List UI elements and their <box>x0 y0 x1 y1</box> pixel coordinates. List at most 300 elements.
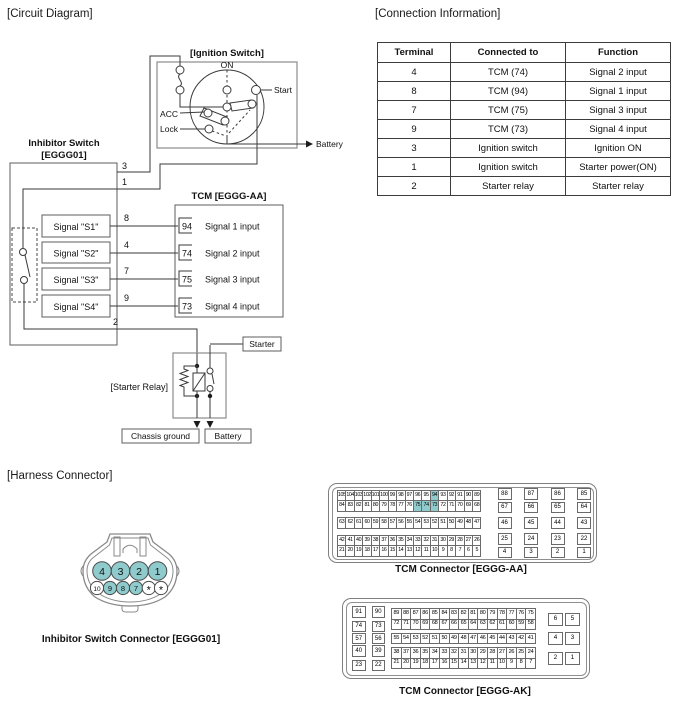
pin-48: 48 <box>464 517 473 529</box>
tcm-connector-aa <box>328 483 597 563</box>
pin-33: 33 <box>439 647 450 659</box>
pin-41: 41 <box>345 535 354 547</box>
pin-84: 84 <box>337 500 346 512</box>
pin-3: 3 <box>565 632 580 645</box>
pin-99: 99 <box>388 490 397 502</box>
svg-text:*: * <box>158 584 164 597</box>
pin-83: 83 <box>345 500 354 512</box>
pin-98: 98 <box>396 490 405 502</box>
pin-80: 80 <box>371 500 380 512</box>
table-cell: TCM (73) <box>451 120 566 139</box>
pin-51: 51 <box>438 517 447 529</box>
pin-38: 38 <box>391 647 402 659</box>
table-row <box>378 158 671 177</box>
pin-13: 13 <box>405 545 414 557</box>
pin-32: 32 <box>421 535 430 547</box>
svg-text:Signal 2 input: Signal 2 input <box>205 248 260 259</box>
pin-5: 5 <box>565 613 580 626</box>
pin-71: 71 <box>401 619 412 631</box>
pin-84: 84 <box>439 608 450 620</box>
pin-16: 16 <box>439 658 450 670</box>
pin-11: 11 <box>487 658 498 670</box>
pin-64: 64 <box>468 619 479 631</box>
connection-information-title: [Connection Information] <box>375 8 501 20</box>
pin-column <box>372 606 386 632</box>
svg-text:Signal 1 input: Signal 1 input <box>205 221 260 232</box>
pin-82: 82 <box>458 608 469 620</box>
pin-6: 6 <box>548 613 563 626</box>
pin-104: 104 <box>345 490 354 502</box>
pin-band <box>337 517 591 529</box>
svg-text:10: 10 <box>93 585 101 593</box>
pin-87: 87 <box>524 488 538 500</box>
svg-text:74: 74 <box>182 248 193 259</box>
pin-42: 42 <box>516 633 527 645</box>
pin-91: 91 <box>352 606 366 618</box>
pin-37: 37 <box>379 535 388 547</box>
position-acc-label: ACC <box>160 109 178 119</box>
pin-103: 103 <box>354 490 363 502</box>
terminal2-wire <box>117 329 197 366</box>
pin-58: 58 <box>525 619 536 631</box>
signal-row-2 <box>42 240 260 263</box>
pin-39: 39 <box>362 535 371 547</box>
ignition-switch-label: [Ignition Switch] <box>190 48 264 59</box>
svg-text:Signal "S4": Signal "S4" <box>53 302 99 312</box>
pin-24: 24 <box>525 647 536 659</box>
pin-60: 60 <box>362 517 371 529</box>
pin-18: 18 <box>362 545 371 557</box>
on-contact <box>223 86 231 94</box>
pin-70: 70 <box>410 619 421 631</box>
pin-36: 36 <box>410 647 421 659</box>
pin-column <box>498 533 592 558</box>
table-cell: Starter relay <box>451 177 566 196</box>
pin-17: 17 <box>371 545 380 557</box>
pin-23: 23 <box>551 533 565 545</box>
pin-46: 46 <box>498 517 512 529</box>
start-contact <box>252 86 261 95</box>
pin-10: 10 <box>430 545 439 557</box>
pin-68: 68 <box>429 619 440 631</box>
pin-90: 90 <box>372 606 386 618</box>
pin-column <box>337 490 481 512</box>
pin-61: 61 <box>354 517 363 529</box>
pin-20: 20 <box>345 545 354 557</box>
pin-75: 75 <box>525 608 536 620</box>
svg-text:73: 73 <box>182 301 193 312</box>
table-cell: 2 <box>378 177 451 196</box>
col-terminal: Terminal <box>378 43 451 63</box>
pin-column <box>352 633 366 645</box>
pin-27: 27 <box>497 647 508 659</box>
svg-text:8: 8 <box>124 213 130 223</box>
col-connected-to: Connected to <box>451 43 566 63</box>
pin-25: 25 <box>516 647 527 659</box>
pin-85: 85 <box>577 488 591 500</box>
connector-tab-slot <box>114 537 120 556</box>
svg-text:9: 9 <box>107 583 113 593</box>
pin-60: 60 <box>506 619 517 631</box>
pin-86: 86 <box>420 608 431 620</box>
chassis-ground-label: Chassis ground <box>130 431 191 441</box>
pin-column <box>337 517 481 529</box>
pin-61: 61 <box>497 619 508 631</box>
pin-45: 45 <box>524 517 538 529</box>
pin-17: 17 <box>429 658 440 670</box>
pin-14: 14 <box>458 658 469 670</box>
signal-row-1 <box>42 213 260 237</box>
pin-63: 63 <box>477 619 488 631</box>
pin-33: 33 <box>413 535 422 547</box>
inhibitor-switch-code: [EGGG01] <box>41 150 87 161</box>
table-cell: Ignition switch <box>451 139 566 158</box>
pin-67: 67 <box>498 502 512 514</box>
pin-77: 77 <box>396 500 405 512</box>
inhibitor-connector <box>78 528 186 618</box>
pin-column <box>548 613 580 626</box>
pin-34: 34 <box>429 647 440 659</box>
pin-7: 7 <box>455 545 464 557</box>
pin-51: 51 <box>429 633 440 645</box>
pin-89: 89 <box>472 490 481 502</box>
pin-22: 22 <box>372 660 386 672</box>
pin-37: 37 <box>401 647 412 659</box>
table-cell: 7 <box>378 101 451 120</box>
table-row <box>378 120 671 139</box>
pin-48: 48 <box>458 633 469 645</box>
pin-2: 2 <box>551 547 565 559</box>
pin-49: 49 <box>449 633 460 645</box>
pin-26: 26 <box>472 535 481 547</box>
pin-39: 39 <box>372 645 386 657</box>
table-row <box>378 177 671 196</box>
table-row <box>378 139 671 158</box>
tcm-label: TCM [EGGG-AA] <box>191 191 267 202</box>
terminal-2: 2 <box>113 317 119 327</box>
pin-23: 23 <box>352 660 366 672</box>
pin-72: 72 <box>391 619 402 631</box>
pin-85: 85 <box>429 608 440 620</box>
table-cell: Starter relay <box>566 177 671 196</box>
battery-box-label: Battery <box>214 431 242 441</box>
pin-36: 36 <box>388 535 397 547</box>
pin-35: 35 <box>420 647 431 659</box>
svg-text:*: * <box>146 584 151 597</box>
svg-text:4: 4 <box>99 566 105 578</box>
pin-29: 29 <box>447 535 456 547</box>
inhibitor-switch-label: Inhibitor Switch <box>28 138 100 149</box>
pin-56: 56 <box>396 517 405 529</box>
battery-arrow-label: Battery <box>316 139 343 149</box>
table-cell: TCM (74) <box>451 63 566 82</box>
signal-row-4 <box>42 293 260 317</box>
pin-12: 12 <box>477 658 488 670</box>
starter-label: Starter <box>249 339 275 349</box>
pin-column <box>337 535 481 557</box>
connection-table-header <box>378 43 671 63</box>
pin-75: 75 <box>413 500 422 512</box>
pin-96: 96 <box>413 490 422 502</box>
pin-3: 3 <box>524 547 538 559</box>
pin-28: 28 <box>455 535 464 547</box>
position-lock-label: Lock <box>160 124 178 134</box>
pin-83: 83 <box>449 608 460 620</box>
pin-8: 8 <box>447 545 456 557</box>
pin-59: 59 <box>516 619 527 631</box>
pin-102: 102 <box>362 490 371 502</box>
table-cell: Signal 2 input <box>566 63 671 82</box>
pin-25: 25 <box>498 533 512 545</box>
pin-66: 66 <box>449 619 460 631</box>
table-row <box>378 63 671 82</box>
tcm-connector-ak <box>342 598 590 679</box>
pin-76: 76 <box>516 608 527 620</box>
svg-text:Signal 4 input: Signal 4 input <box>205 301 260 312</box>
pin-74: 74 <box>352 621 366 633</box>
pin-73: 73 <box>430 500 439 512</box>
svg-text:Signal "S3": Signal "S3" <box>53 275 99 285</box>
table-row <box>378 82 671 101</box>
pin-49: 49 <box>455 517 464 529</box>
pin-47: 47 <box>468 633 479 645</box>
table-row <box>378 101 671 120</box>
pin-56: 56 <box>372 633 386 645</box>
pin-31: 31 <box>430 535 439 547</box>
pin-18: 18 <box>420 658 431 670</box>
pin-40: 40 <box>352 645 366 657</box>
pin-88: 88 <box>401 608 412 620</box>
pin-4: 4 <box>548 632 563 645</box>
pin-105: 105 <box>337 490 346 502</box>
pin-column <box>391 633 536 645</box>
pin-67: 67 <box>439 619 450 631</box>
signal-row-3 <box>42 266 260 290</box>
pin-64: 64 <box>577 502 591 514</box>
svg-text:9: 9 <box>124 293 130 303</box>
pin-32: 32 <box>449 647 460 659</box>
circuit-diagram <box>0 0 360 460</box>
inhibitor-small-pins <box>90 581 167 596</box>
pin-24: 24 <box>524 533 538 545</box>
pin-30: 30 <box>438 535 447 547</box>
svg-text:7: 7 <box>124 266 130 276</box>
pin-band <box>352 606 580 632</box>
tcm-aa-caption: TCM Connector [EGGG-AA] <box>395 564 527 575</box>
pin-101: 101 <box>371 490 380 502</box>
position-start-label: Start <box>274 85 292 95</box>
connection-table <box>377 42 671 196</box>
position-on-label: ON <box>220 60 234 70</box>
pin-81: 81 <box>362 500 371 512</box>
terminal-3: 3 <box>122 161 128 171</box>
pin-9: 9 <box>438 545 447 557</box>
pin-28: 28 <box>487 647 498 659</box>
table-cell: 3 <box>378 139 451 158</box>
table-cell: 8 <box>378 82 451 101</box>
svg-text:4: 4 <box>124 240 130 250</box>
pin-71: 71 <box>447 500 456 512</box>
svg-text:8: 8 <box>120 583 126 593</box>
svg-text:2: 2 <box>136 566 142 578</box>
svg-text:75: 75 <box>182 274 193 285</box>
pin-10: 10 <box>497 658 508 670</box>
pin-78: 78 <box>497 608 508 620</box>
pin-94: 94 <box>430 490 439 502</box>
pin-4: 4 <box>498 547 512 559</box>
table-cell: 9 <box>378 120 451 139</box>
pin-62: 62 <box>345 517 354 529</box>
pin-7: 7 <box>525 658 536 670</box>
pin-90: 90 <box>464 490 473 502</box>
pin-1: 1 <box>577 547 591 559</box>
center-contact <box>223 103 231 111</box>
svg-text:Signal "S1": Signal "S1" <box>53 222 99 232</box>
pin-column <box>498 488 592 513</box>
pin-62: 62 <box>487 619 498 631</box>
terminal-1: 1 <box>122 177 128 187</box>
pin-45: 45 <box>487 633 498 645</box>
pin-column <box>352 645 366 671</box>
pin-66: 66 <box>524 502 538 514</box>
pin-68: 68 <box>472 500 481 512</box>
pin-52: 52 <box>420 633 431 645</box>
pin-15: 15 <box>449 658 460 670</box>
pin-81: 81 <box>468 608 479 620</box>
pin-80: 80 <box>477 608 488 620</box>
pin-72: 72 <box>438 500 447 512</box>
pin-column <box>372 633 386 645</box>
inhibitor-connector-caption: Inhibitor Switch Connector [EGGG01] <box>41 634 221 645</box>
pin-40: 40 <box>354 535 363 547</box>
pin-79: 79 <box>487 608 498 620</box>
table-cell: TCM (75) <box>451 101 566 120</box>
pin-29: 29 <box>477 647 488 659</box>
svg-text:3: 3 <box>117 566 124 578</box>
pin-2: 2 <box>548 652 563 665</box>
pin-1: 1 <box>565 652 580 665</box>
pin-47: 47 <box>472 517 481 529</box>
pin-42: 42 <box>337 535 346 547</box>
pin-column <box>548 652 580 665</box>
pin-92: 92 <box>447 490 456 502</box>
pin-43: 43 <box>577 517 591 529</box>
pin-87: 87 <box>410 608 421 620</box>
pin-column <box>548 632 580 645</box>
pin-44: 44 <box>551 517 565 529</box>
pin-30: 30 <box>468 647 479 659</box>
pin-9: 9 <box>506 658 517 670</box>
pin-77: 77 <box>506 608 517 620</box>
tcm-ak-caption: TCM Connector [EGGG-AK] <box>399 686 531 697</box>
pin-95: 95 <box>421 490 430 502</box>
pin-44: 44 <box>497 633 508 645</box>
pin-63: 63 <box>337 517 346 529</box>
pin-79: 79 <box>379 500 388 512</box>
harness-connector-title: [Harness Connector] <box>7 470 113 482</box>
battery-arrow <box>306 141 313 148</box>
pin-54: 54 <box>401 633 412 645</box>
pin-50: 50 <box>439 633 450 645</box>
pin-21: 21 <box>391 658 402 670</box>
pin-57: 57 <box>388 517 397 529</box>
inhibitor-large-pins <box>93 562 167 581</box>
pin-69: 69 <box>420 619 431 631</box>
pin-52: 52 <box>430 517 439 529</box>
pin-76: 76 <box>405 500 414 512</box>
pin-59: 59 <box>371 517 380 529</box>
pin-35: 35 <box>396 535 405 547</box>
pin-70: 70 <box>455 500 464 512</box>
pin-78: 78 <box>388 500 397 512</box>
pin-86: 86 <box>551 488 565 500</box>
table-cell: 1 <box>378 158 451 177</box>
pin-band <box>352 645 580 671</box>
pin-46: 46 <box>477 633 488 645</box>
pin-91: 91 <box>455 490 464 502</box>
pin-column <box>372 645 386 671</box>
table-cell: Signal 4 input <box>566 120 671 139</box>
table-cell: Signal 3 input <box>566 101 671 120</box>
connector-tab-slot <box>140 537 146 556</box>
pin-89: 89 <box>391 608 402 620</box>
circuit-diagram-title: [Circuit Diagram] <box>7 8 93 20</box>
svg-text:Signal "S2": Signal "S2" <box>53 248 99 259</box>
pin-34: 34 <box>405 535 414 547</box>
pin-8: 8 <box>516 658 527 670</box>
pin-column <box>352 606 366 632</box>
pin-65: 65 <box>551 502 565 514</box>
pin-27: 27 <box>464 535 473 547</box>
lock-contact <box>205 125 213 133</box>
pin-69: 69 <box>464 500 473 512</box>
pin-6: 6 <box>464 545 473 557</box>
pin-58: 58 <box>379 517 388 529</box>
pin-82: 82 <box>354 500 363 512</box>
pin-88: 88 <box>498 488 512 500</box>
pin-54: 54 <box>413 517 422 529</box>
pin-band <box>337 488 591 513</box>
pin-column <box>498 517 592 529</box>
pin-20: 20 <box>401 658 412 670</box>
pin-11: 11 <box>421 545 430 557</box>
acc-contact <box>204 109 212 117</box>
pin-21: 21 <box>337 545 346 557</box>
pin-22: 22 <box>577 533 591 545</box>
pin-73: 73 <box>372 621 386 633</box>
pin-26: 26 <box>506 647 517 659</box>
pin-31: 31 <box>458 647 469 659</box>
pin-column <box>391 608 536 630</box>
table-cell: Ignition ON <box>566 139 671 158</box>
pin-57: 57 <box>352 633 366 645</box>
pin-100: 100 <box>379 490 388 502</box>
svg-text:94: 94 <box>182 221 193 232</box>
pin-55: 55 <box>391 633 402 645</box>
pin-41: 41 <box>525 633 536 645</box>
pin-band <box>337 533 591 558</box>
pin-5: 5 <box>472 545 481 557</box>
svg-text:1: 1 <box>154 566 161 578</box>
pin-15: 15 <box>388 545 397 557</box>
table-cell: Starter power(ON) <box>566 158 671 177</box>
col-function: Function <box>566 43 671 63</box>
pin-column <box>391 647 536 669</box>
pin-53: 53 <box>410 633 421 645</box>
pin-16: 16 <box>379 545 388 557</box>
table-cell: 4 <box>378 63 451 82</box>
starter-relay-label: [Starter Relay] <box>110 382 168 392</box>
